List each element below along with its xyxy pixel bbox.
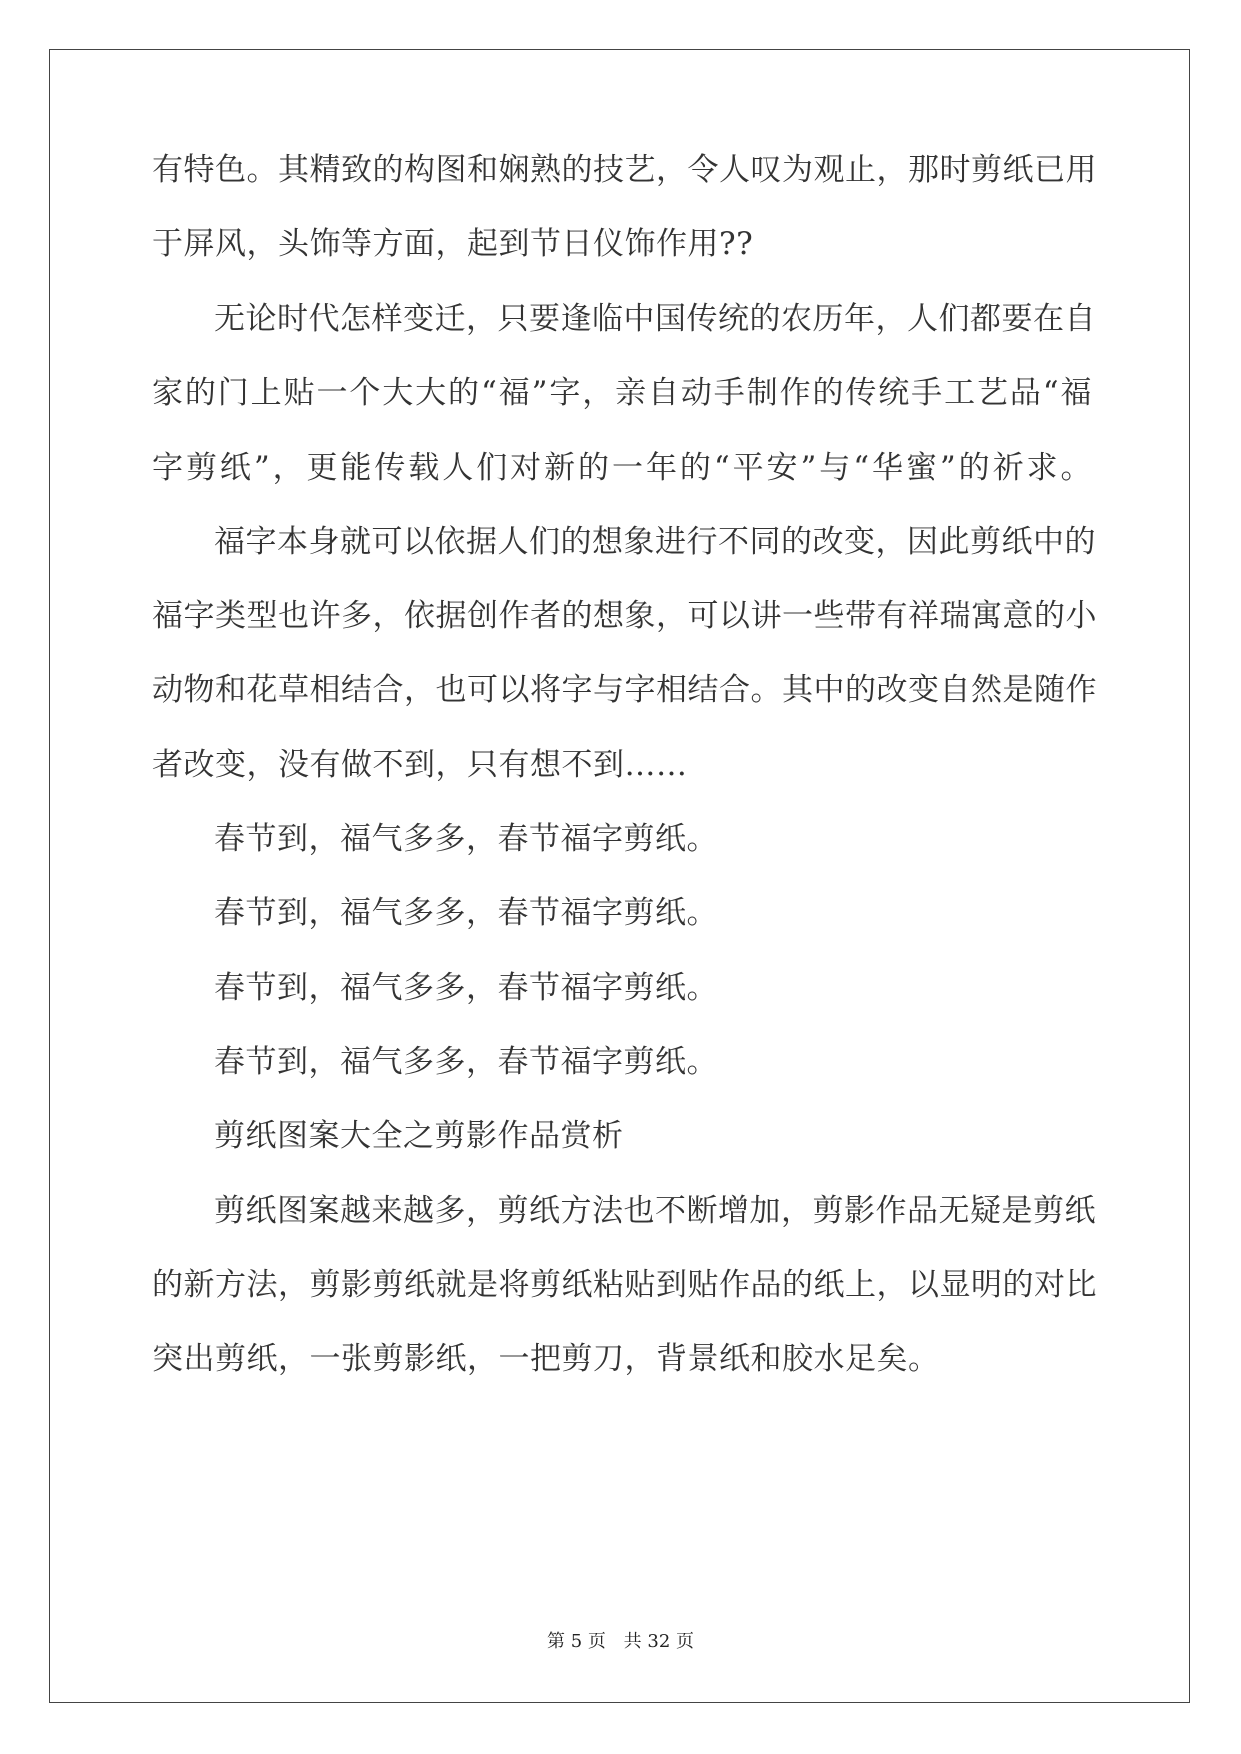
paragraph-line: 于屏风，头饰等方面，起到节日仪饰作用?? [152, 226, 754, 262]
paragraph-line: 春节到，福气多多，春节福字剪纸。 [214, 970, 718, 1006]
paragraph-line: 突出剪纸，一张剪影纸，一把剪刀，背景纸和胶水足矣。 [152, 1341, 940, 1377]
paragraph-line: 动物和花草相结合，也可以将字与字相结合。其中的改变自然是随作 [152, 672, 1097, 708]
paragraph-line: 春节到，福气多多，春节福字剪纸。 [214, 895, 718, 931]
paragraph-line: 无论时代怎样变迁，只要逢临中国传统的农历年，人们都要在自 [214, 301, 1096, 337]
paragraph-line: 者改变，没有做不到，只有想不到…… [152, 747, 688, 783]
page-number: 第 5 页 [547, 1631, 606, 1652]
paragraph-line: 春节到，福气多多，春节福字剪纸。 [214, 821, 718, 857]
paragraph-line: 春节到，福气多多，春节福字剪纸。 [214, 1044, 718, 1080]
paragraph-line: 的新方法，剪影剪纸就是将剪纸粘贴到贴作品的纸上，以显明的对比 [152, 1267, 1097, 1303]
paragraph-line: 有特色。其精致的构图和娴熟的技艺，令人叹为观止，那时剪纸已用 [152, 152, 1097, 188]
paragraph-line: 福字本身就可以依据人们的想象进行不同的改变，因此剪纸中的 [214, 524, 1096, 560]
section-heading: 剪纸图案大全之剪影作品赏析 [214, 1118, 624, 1154]
page-footer [0, 1627, 1241, 1653]
paragraph-line: 福字类型也许多，依据创作者的想象，可以讲一些带有祥瑞寓意的小 [152, 598, 1097, 634]
paragraph-line: 家的门上贴一个大大的“福”字，亲自动手制作的传统手工艺品“福 [152, 375, 1092, 411]
paragraph-line: 字剪纸”，更能传载人们对新的一年的“平安”与“华蜜”的祈求。 [152, 450, 1092, 486]
page-total: 共 32 页 [623, 1631, 694, 1652]
paragraph-line: 剪纸图案越来越多，剪纸方法也不断增加，剪影作品无疑是剪纸 [214, 1193, 1096, 1229]
